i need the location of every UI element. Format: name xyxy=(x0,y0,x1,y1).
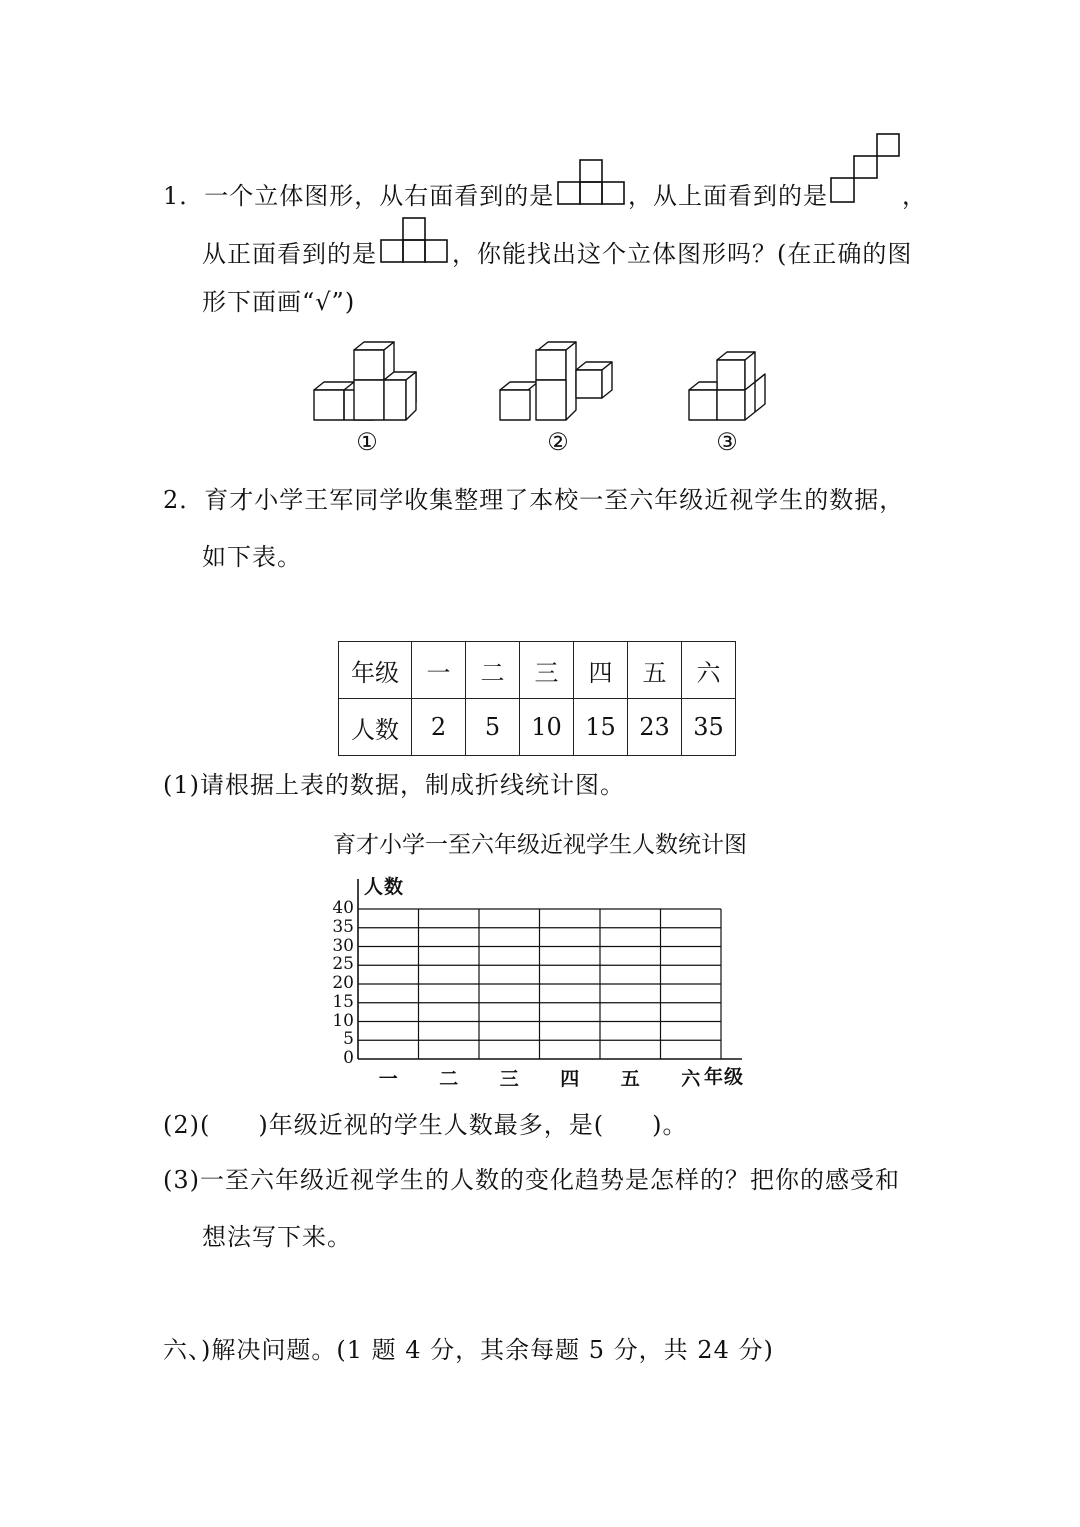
grade-cell: 四 xyxy=(574,642,628,699)
count-cell: 15 xyxy=(574,699,628,756)
y-tick-label: 10 xyxy=(332,1010,354,1031)
y-tick-label: 15 xyxy=(332,991,354,1012)
grade-cell: 三 xyxy=(520,642,574,699)
grade-cell: 二 xyxy=(466,642,520,699)
q1-text-top-view: ，从上面看到的是 xyxy=(628,182,828,210)
option-1-label: ① xyxy=(356,428,378,456)
q2-sub2 xyxy=(163,1110,687,1140)
option-2-label: ② xyxy=(547,428,569,456)
y-tick-label: 5 xyxy=(343,1029,354,1050)
y-tick-label: 35 xyxy=(332,916,354,937)
q1-instruction: 形下面画“√”) xyxy=(202,288,356,316)
x-tick-label: 一 xyxy=(378,1068,398,1090)
y-axis-label: 人数 xyxy=(364,876,405,898)
x-tick-label: 三 xyxy=(499,1068,519,1090)
count-cell: 2 xyxy=(412,699,466,756)
q2-line2: 如下表。 xyxy=(202,543,302,571)
q2-sub3-line1: (3)一至六年级近视学生的人数的变化趋势是怎样的？把你的感受和 xyxy=(163,1166,900,1194)
count-cell: 23 xyxy=(628,699,682,756)
count-cell: 35 xyxy=(682,699,736,756)
table-value-label: 人数 xyxy=(339,699,412,756)
y-tick-label: 40 xyxy=(332,898,354,918)
grade-cell: 一 xyxy=(412,642,466,699)
y-tick-label: 30 xyxy=(332,935,354,956)
grade-cell: 六 xyxy=(682,642,736,699)
count-cell: 10 xyxy=(520,699,574,756)
q2-sub3-line2: 想法写下来。 xyxy=(202,1223,352,1251)
count-cell: 5 xyxy=(466,699,520,756)
q2-sub2-open: (2)( xyxy=(163,1111,211,1139)
x-axis-label: 年级 xyxy=(704,1066,745,1088)
q2-sub1: (1)请根据上表的数据，制成折线统计图。 xyxy=(163,771,625,799)
x-tick-label: 六 xyxy=(681,1068,701,1090)
q2-sub2-middle: )年级近视的学生人数最多，是( xyxy=(258,1111,605,1139)
q2-sub2-close: )。 xyxy=(652,1111,688,1139)
x-tick-label: 二 xyxy=(439,1068,459,1090)
x-tick-label: 四 xyxy=(560,1068,580,1090)
chart-title: 育才小学一至六年级近视学生人数统计图 xyxy=(333,832,747,858)
q1-comma: ， xyxy=(902,182,927,210)
y-tick-label: 25 xyxy=(332,954,354,975)
grade-cell: 五 xyxy=(628,642,682,699)
q2-line1: 2．育才小学王军同学收集整理了本校一至六年级近视学生的数据， xyxy=(163,486,905,514)
q1-text-front-view: 从正面看到的是 xyxy=(202,240,377,268)
y-tick-label: 20 xyxy=(332,973,354,993)
q1-text-right-view: 1．一个立体图形，从右面看到的是 xyxy=(163,182,555,210)
y-tick-label: 0 xyxy=(343,1048,354,1068)
x-tick-label: 五 xyxy=(620,1068,640,1090)
option-3-label: ③ xyxy=(716,428,738,456)
table-header-label: 年级 xyxy=(339,642,412,699)
q1-question-text: ，你能找出这个立体图形吗？(在正确的图 xyxy=(452,240,913,268)
section-6-heading: 六、)解决问题。(1 题 4 分，其余每题 5 分，共 24 分) xyxy=(163,1336,774,1364)
